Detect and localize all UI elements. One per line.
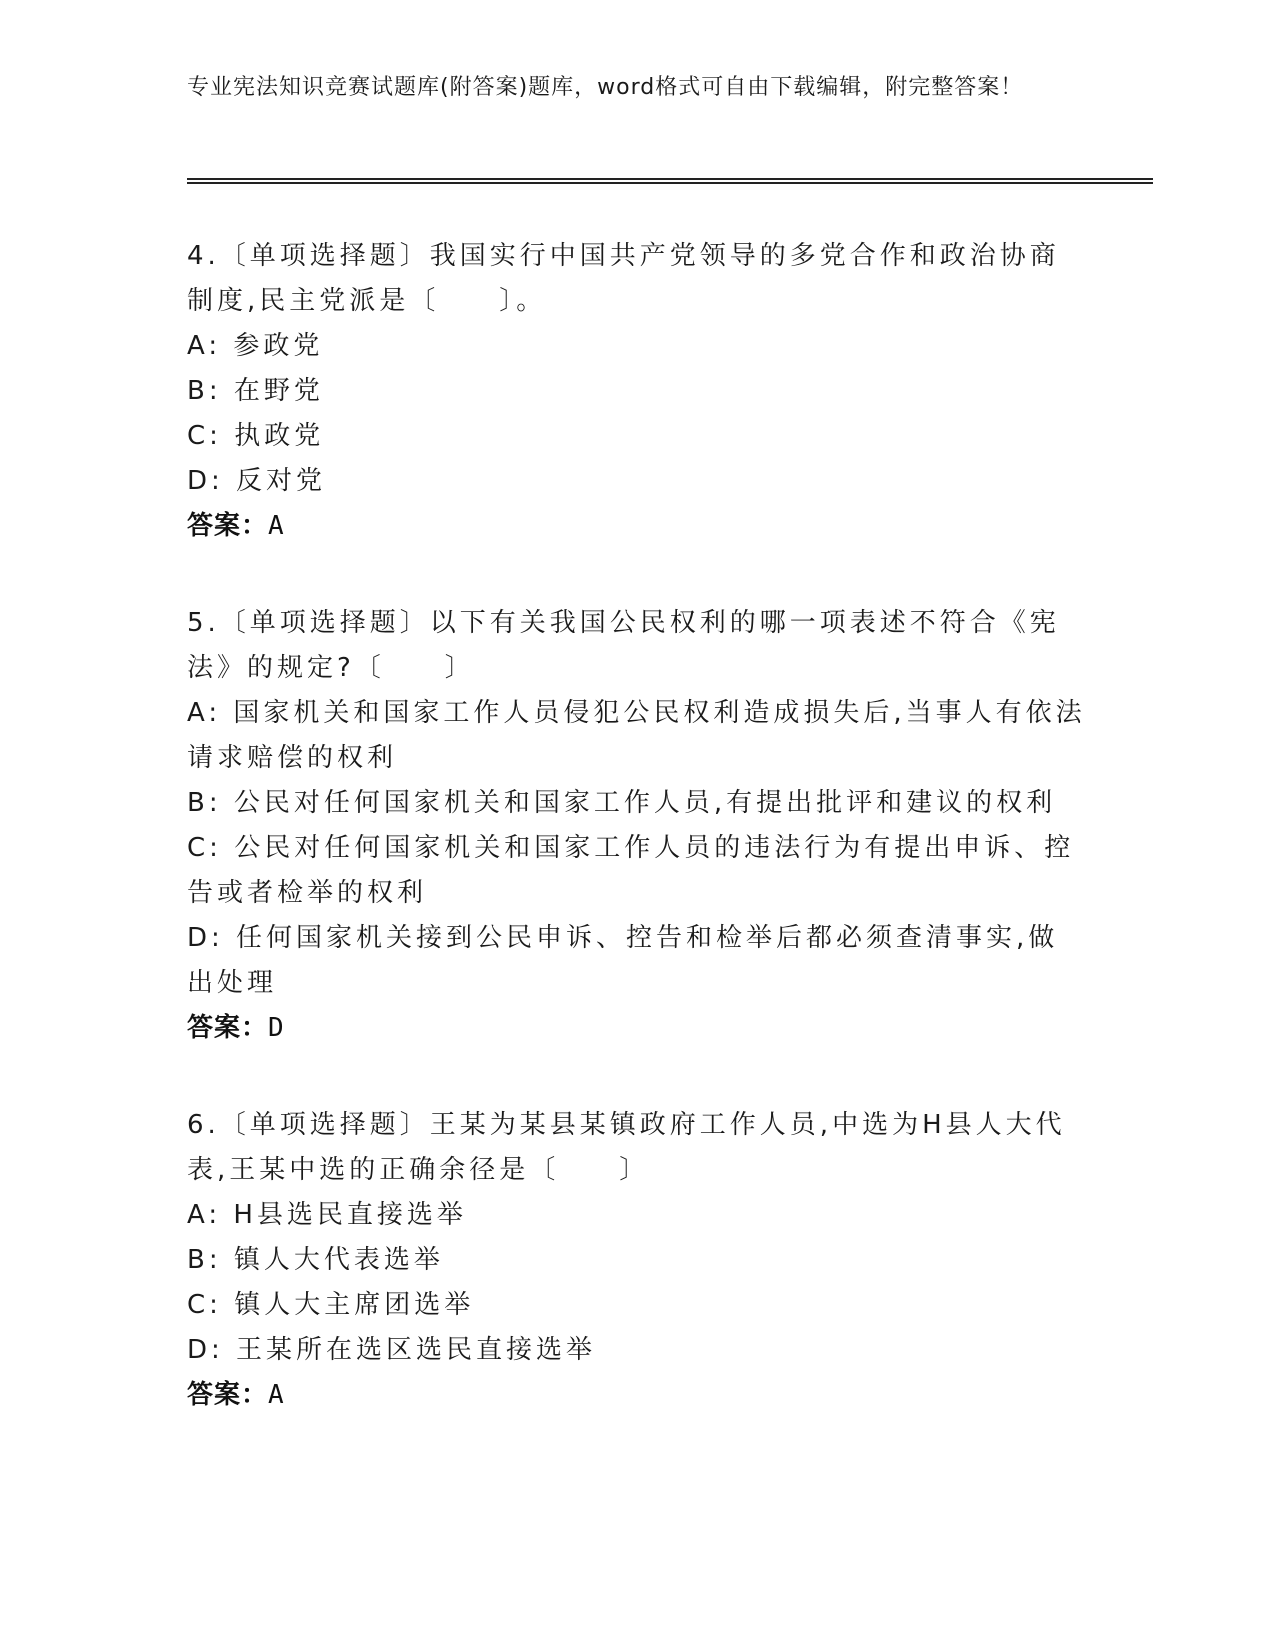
option-label: C:	[187, 421, 222, 451]
answer-value: D	[268, 1013, 285, 1043]
option-text: 镇人大代表选举	[233, 1245, 444, 1275]
document-header: 专业宪法知识竞赛试题库(附答案)题库，word格式可自由下载编辑，附完整答案！	[187, 75, 1024, 100]
answer-label: 答案：	[187, 1380, 269, 1410]
option-text: 公民对任何国家机关和国家工作人员,有提出批评和建议的权利	[233, 788, 1057, 818]
question-item	[187, 234, 1087, 549]
option-label: C:	[187, 1290, 222, 1320]
option-text: 执政党	[234, 421, 325, 451]
option-b	[187, 781, 1087, 826]
option-label: A:	[187, 331, 222, 361]
option-d	[187, 459, 1087, 504]
option-b	[187, 1238, 1087, 1283]
question-stem: 5.〔单项选择题〕以下有关我国公民权利的哪一项表述不符合《宪法》的规定?〔 〕	[187, 608, 1060, 683]
option-text: 反对党	[236, 466, 327, 496]
option-label: C:	[187, 833, 222, 863]
option-label: A:	[187, 1200, 222, 1230]
option-label: A:	[187, 698, 222, 728]
option-label: D:	[187, 923, 224, 953]
header-double-rule	[187, 178, 1153, 184]
answer-label: 答案：	[187, 1013, 269, 1043]
answer-value: A	[268, 511, 285, 541]
answer-value: A	[268, 1380, 285, 1410]
option-label: B:	[187, 376, 222, 406]
question-stem: 4.〔单项选择题〕我国实行中国共产党领导的多党合作和政治协商制度,民主党派是〔 〕。	[187, 241, 1060, 316]
option-b	[187, 369, 1087, 414]
option-label: B:	[187, 788, 222, 818]
answer-label: 答案：	[187, 511, 269, 541]
question-stem: 6.〔单项选择题〕王某为某县某镇政府工作人员,中选为H县人大代表,王某中选的正确余径是〔 〕	[187, 1110, 1066, 1185]
question-list	[187, 234, 1087, 1470]
option-a	[187, 691, 1087, 781]
question-item	[187, 1103, 1087, 1418]
option-text: 任何国家机关接到公民申诉、控告和检举后都必须查清事实,做出处理	[187, 923, 1059, 998]
option-text: 在野党	[233, 376, 324, 406]
option-label: D:	[187, 1335, 224, 1365]
option-c	[187, 1283, 1087, 1328]
answer-line	[187, 1373, 1087, 1418]
option-label: B:	[187, 1245, 222, 1275]
option-d	[187, 916, 1087, 1006]
option-text: H县选民直接选举	[233, 1200, 467, 1230]
option-a	[187, 324, 1087, 369]
option-label: D:	[187, 466, 224, 496]
option-c	[187, 826, 1087, 916]
option-text: 公民对任何国家机关和国家工作人员的违法行为有提出申诉、控告或者检举的权利	[187, 833, 1075, 908]
option-text: 参政党	[233, 331, 324, 361]
answer-line	[187, 504, 1087, 549]
option-text: 国家机关和国家工作人员侵犯公民权利造成损失后,当事人有依法请求赔偿的权利	[187, 698, 1086, 773]
option-c	[187, 414, 1087, 459]
answer-line	[187, 1006, 1087, 1051]
option-d	[187, 1328, 1087, 1373]
option-text: 镇人大主席团选举	[234, 1290, 475, 1320]
option-text: 王某所在选区选民直接选举	[236, 1335, 597, 1365]
question-item	[187, 601, 1087, 1051]
option-a	[187, 1193, 1087, 1238]
